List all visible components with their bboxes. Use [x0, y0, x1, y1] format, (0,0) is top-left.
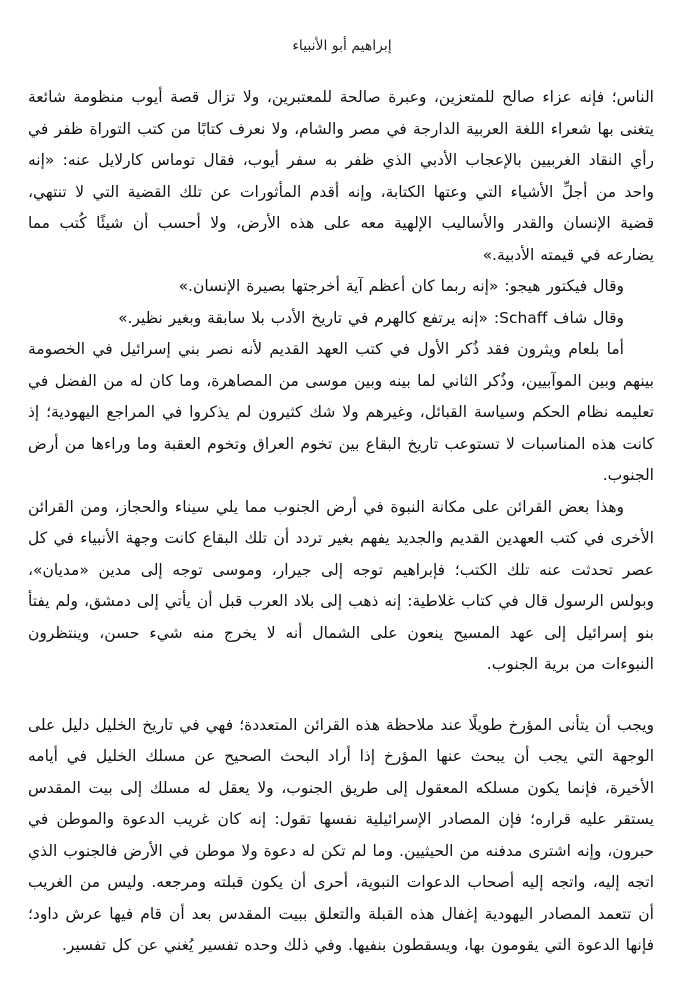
paragraph-5: وهذا بعض القرائن على مكانة النبوة في أرض الجنوب مما يلي سيناء والحجاز، ومن القرائن الأخرى في كتب العهدين القديم والجديد يفهم بغير تردد أن تلك البقاع كانت وجهة الأنبياء في كل عصر تحدثت عنه تلك الكتب؛ فإبراهيم توجه إلى جيرار، وموسى توجه إلى مدين «مديان»، وبولس الرسول قال في كتاب غلاطية: إنه ذهب إلى بلاد العرب قبل أن يأتي إلى دمشق، ولم يفتأ بنو إسرائيل إلى عهد المسيح ينعون على الشمال أنه لا يخرج منه شيء حسن، وينتظرون النبوءات من برية الجنوب.: [28, 497, 654, 673]
paragraph-1: الناس؛ فإنه عزاء صالح للمتعزين، وعبرة صالحة للمعتبرين، ولا تزال قصة أيوب منظومة شائعة يتغنى بها شعراء اللغة العربية الدارجة في مصر والشام، ولا نعرف كتابًا من كتب التوراة ظفر في رأي النقاد الغربيين بالإعجاب الأدبي الذي ظفر به سفر أيوب، فقال توماس كارلايل عنه: «إنه واحد من أجلِّ الأشياء التي وعتها الكتابة، وإنه أقدم المأثورات عن تلك القضية التي لا تنتهي، قضية الإنسان والقدر والأساليب الإلهية معه على هذه الأرض، ولا أحسب أن شيئًا كُتب مما يضارعه في قيمته الأدبية.»: [28, 88, 654, 264]
body-text: [28, 82, 654, 962]
paragraph-6: ويجب أن يتأنى المؤرخ طويلًا عند ملاحظة هذه القرائن المتعددة؛ فهي في تاريخ الخليل دليل على الوجهة التي يجب أن يبحث عنها المؤرخ إذا أراد البحث الصحيح عن مسلك الخليل في أيامه الأخيرة، فإنما يكون مسلكه المعقول إلى طريق الجنوب، ولا يعقل له مسلك إلى بيت المقدس يستقر عليه قراره؛ فإن المصادر الإسرائيلية نفسها تقول: إنه كان غريب الدعوة والموطن في حبرون، وإنه اشترى مدفنه من الحيثيين. وما لم تكن له دعوة ولا موطن في الأرض فالجنوب الذي اتجه إليه، واتجه إليه أصحاب الدعوات النبوية، أحرى أن يكون قبلته ومرجعه. وليس من الغريب أن تتعمد المصادر اليهودية إغفال هذه القبلة والتعلق ببيت المقدس بعد أن قام فيها عرش داود؛ فإنها الدعوة التي يقومون بها، ويسقطون بنفيها. وفي ذلك وحده تفسير يُغني عن كل تفسير.: [28, 715, 654, 954]
paragraph-3: وقال شاف Schaff: «إنه يرتفع كالهرم في تاريخ الأدب بلا سابقة وبغير نظير.»: [118, 308, 624, 327]
running-header: إبراهيم أبو الأنبياء: [292, 38, 392, 54]
paragraph-4: أما بلعام ويثرون فقد ذُكر الأول في كتب العهد القديم لأنه نصر بني إسرائيل في الخصومة بينهم وبين الموآبيين، وذُكر الثاني لما بينه وبين موسى من المصاهرة، وما كان له من الفضل في تعليمه نظام الحكم وسياسة القبائل، وغيرهم ولا شك كثيرون لم يذكروا في المراجع اليهودية؛ إذ كانت هذه المناسبات لا تستوعب تاريخ البقاع بين تخوم العراق وتخوم العقبة وما وراءها من أرض الجنوب.: [28, 340, 654, 484]
paragraph-2: وقال فيكتور هيجو: «إنه ربما كان أعظم آية أخرجتها بصيرة الإنسان.»: [178, 277, 624, 295]
